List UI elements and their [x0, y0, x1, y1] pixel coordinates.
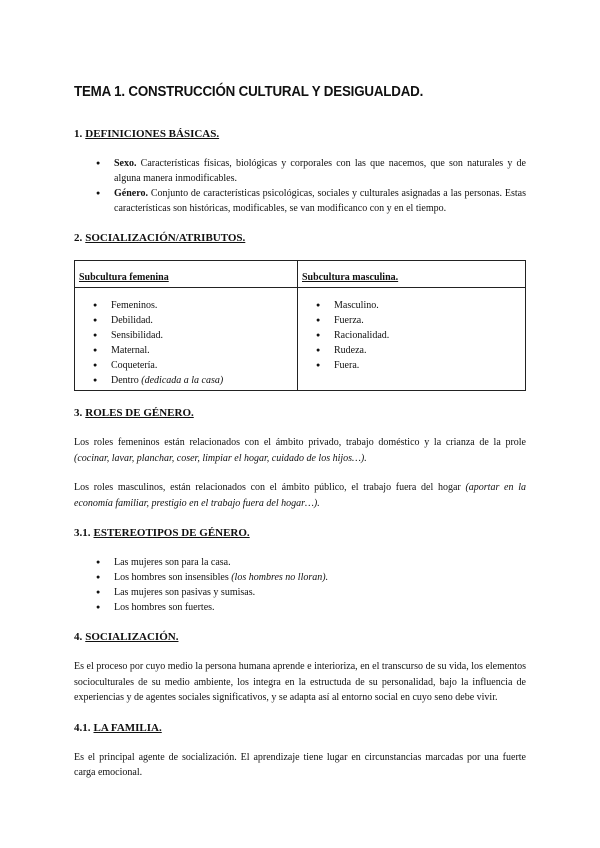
- table-cell-male: [298, 288, 526, 391]
- list-item: ● Femeninos.: [93, 298, 293, 313]
- list-item: ● Sensibilidad.: [93, 328, 293, 343]
- section-title: LA FAMILIA.: [93, 721, 162, 734]
- definition-sexo: Características físicas, biológicas y corporales con las que nacemos, que son naturales y de alguna manera inmodificables.: [114, 158, 526, 184]
- stereotypes-list: [74, 555, 526, 615]
- term-genero: Género.: [114, 188, 148, 199]
- male-attributes-list: [298, 298, 521, 373]
- section-number: 3.1.: [74, 527, 91, 539]
- list-item: ● Los hombres son insensibles (los hombres no lloran).: [96, 570, 526, 585]
- female-attributes-list: [75, 298, 293, 388]
- section-title: ESTEREOTIPOS DE GÉNERO.: [93, 527, 250, 539]
- section-title: DEFINICIONES BÁSICAS.: [85, 128, 220, 140]
- section-4-heading: [74, 631, 526, 643]
- definitions-list: [74, 156, 526, 216]
- list-item: ● Fuera.: [316, 358, 521, 373]
- section-number: 1.: [74, 128, 83, 140]
- list-item: ● Los hombres son fuertes.: [96, 600, 526, 615]
- section-number: 4.: [74, 631, 83, 643]
- section-title: SOCIALIZACIÓN/ATRIBUTOS.: [85, 232, 246, 244]
- list-item: ● Las mujeres son pasivas y sumisas.: [96, 585, 526, 600]
- paragraph-male-roles: Los roles masculinos, están relacionados con el ámbito público, el trabajo fuera del hogar (aportar en la economía familiar, prestigio en el trabajo fuera del hogar…).: [74, 482, 526, 509]
- table-header-male: Subcultura masculina.: [298, 261, 526, 288]
- paragraph-socializacion: Es el proceso por cuyo medio la persona humana aprende e interioriza, en el transcurso de su vida, los elementos socioculturales de su medio ambiente, los integra en la estructuda de su personalidad, bajo la influencia de experiencias y de agentes sociales significativos, y se adapta así al entorno social en cuyo seno debe vivir.: [74, 661, 526, 703]
- section-1-heading: [74, 128, 526, 140]
- section-3-heading: [74, 407, 526, 419]
- list-item: ● Dentro (dedicada a la casa): [93, 373, 293, 388]
- paragraph-female-roles: Los roles femeninos están relacionados con el ámbito privado, trabajo doméstico y la crianza de la prole (cocinar, lavar, planchar, coser, limpiar el hogar, cuidado de los hijos…).: [74, 437, 526, 464]
- list-item: ● Masculino.: [316, 298, 521, 313]
- list-item: ● Maternal.: [93, 343, 293, 358]
- section-number: 4.1.: [74, 721, 91, 734]
- list-item: ● Coquetería.: [93, 358, 293, 373]
- list-item-genero: [96, 186, 526, 216]
- table-cell-female: [75, 288, 298, 391]
- document-page: [74, 84, 526, 795]
- table-header-female: Subcultura femenina: [75, 261, 298, 288]
- list-item: ● Las mujeres son para la casa.: [96, 555, 526, 570]
- section-2-heading: [74, 232, 526, 244]
- list-item: ● Fuerza.: [316, 313, 521, 328]
- list-item-sexo: [96, 156, 526, 186]
- document-title: TEMA 1. CONSTRUCCIÓN CULTURAL Y DESIGUALDAD.: [74, 84, 424, 100]
- definition-genero: Conjunto de características psicológicas, sociales y culturales asignadas a las personas. Estas características son históricas, modificables, se van modificanco con y en el tiempo.: [114, 188, 526, 214]
- section-title: ROLES DE GÉNERO.: [85, 407, 194, 419]
- section-4-1-heading: [74, 722, 526, 734]
- section-title: SOCIALIZACIÓN.: [85, 631, 179, 643]
- term-sexo: Sexo.: [114, 158, 137, 169]
- list-item: ● Racionalidad.: [316, 328, 521, 343]
- section-number: 2.: [74, 232, 83, 244]
- paragraph-familia: Es el principal agente de socialización. El aprendizaje tiene lugar en circunstancias marcadas por una fuerte carga emocional.: [74, 751, 526, 778]
- list-item: ● Debilidad.: [93, 313, 293, 328]
- section-number: 3.: [74, 407, 83, 419]
- list-item: ● Rudeza.: [316, 343, 521, 358]
- section-3-1-heading: [74, 527, 526, 539]
- subculture-table: [74, 260, 526, 391]
